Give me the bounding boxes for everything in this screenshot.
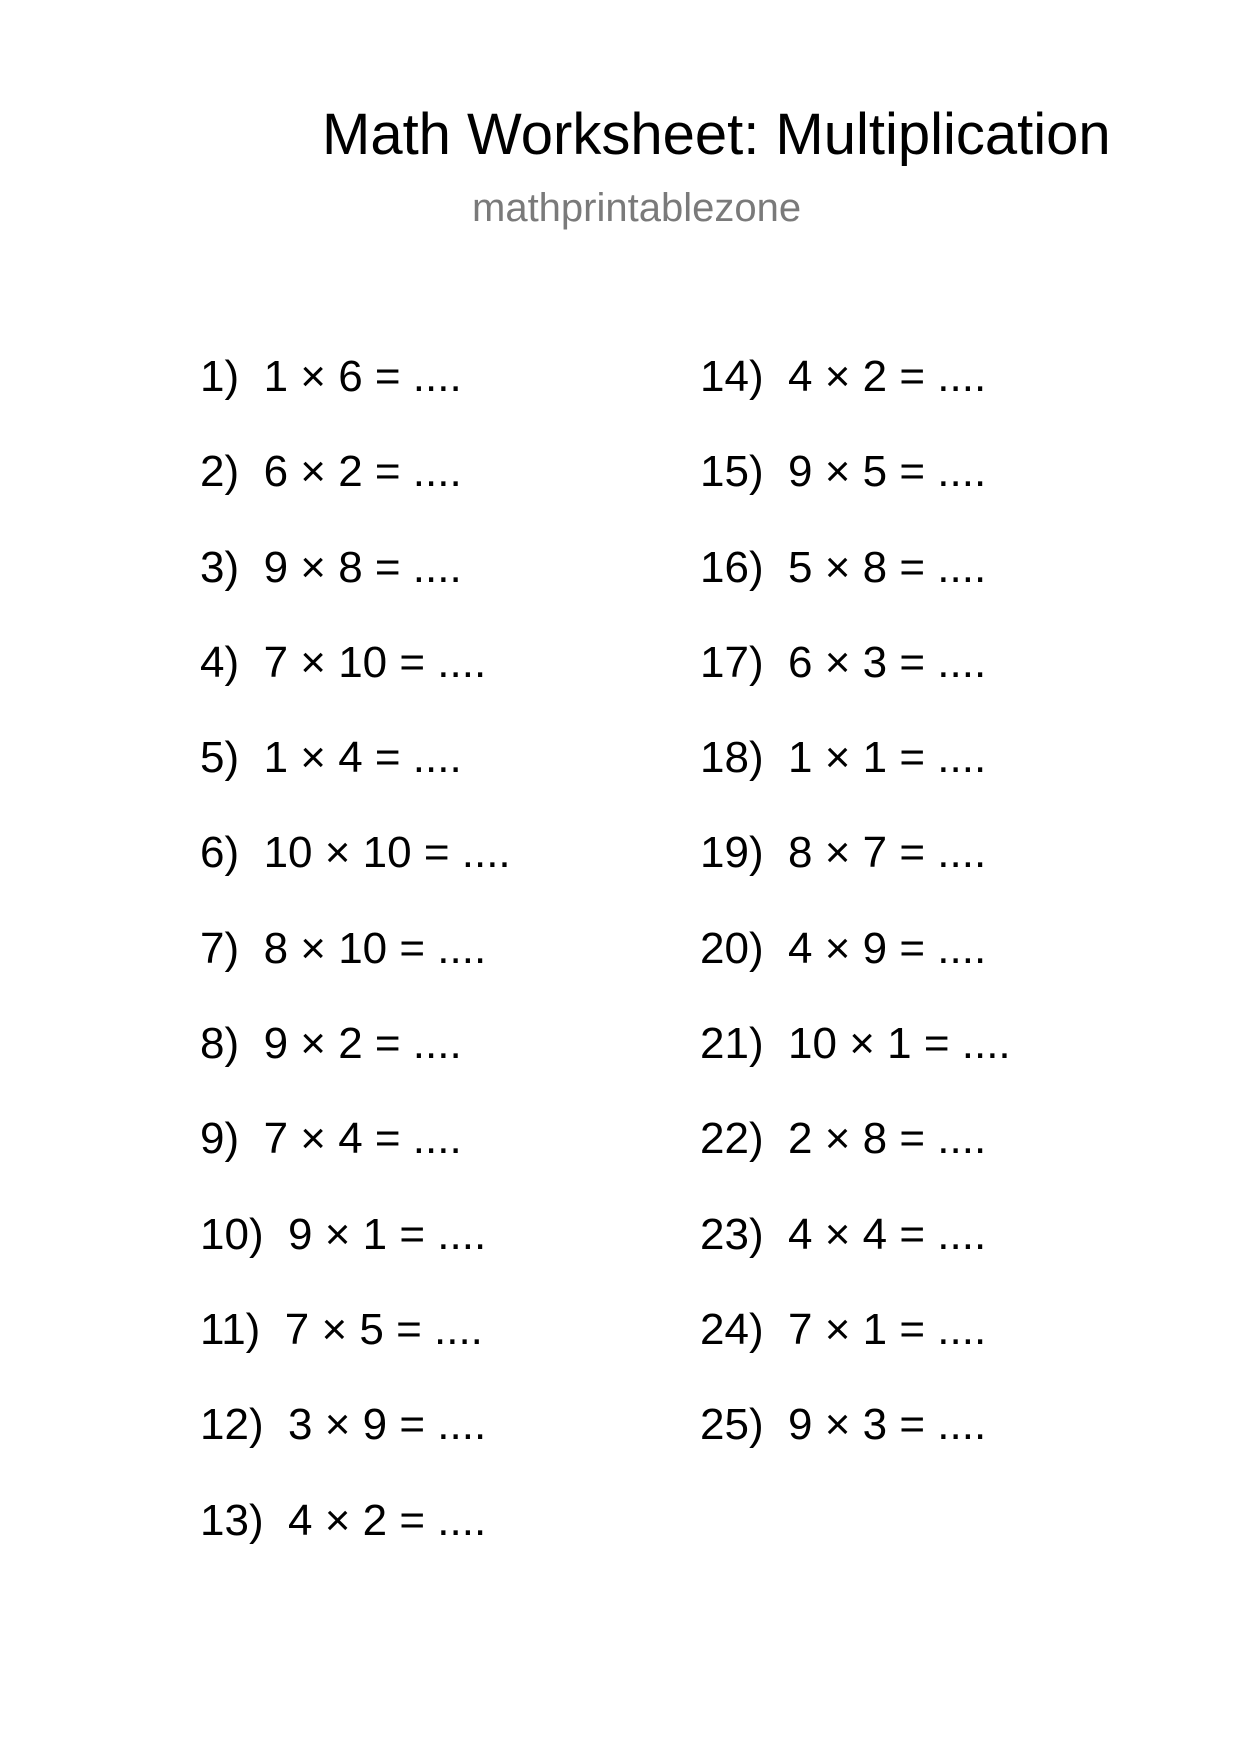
problem-item: 25) 9 × 3 = .... bbox=[700, 1400, 987, 1450]
problem-item: 24) 7 × 1 = .... bbox=[700, 1304, 987, 1354]
problem-item: 19) 8 × 7 = .... bbox=[700, 828, 987, 878]
problem-item: 23) 4 × 4 = .... bbox=[700, 1209, 987, 1259]
problem-item: 17) 6 × 3 = .... bbox=[700, 637, 987, 687]
problem-item: 10) 9 × 1 = .... bbox=[200, 1209, 487, 1259]
problem-column-right bbox=[700, 351, 1011, 1495]
source-label: mathprintablezone bbox=[472, 186, 802, 230]
problem-item: 3) 9 × 8 = .... bbox=[200, 542, 462, 592]
problem-item: 15) 9 × 5 = .... bbox=[700, 447, 987, 497]
problem-item: 5) 1 × 4 = .... bbox=[200, 733, 462, 783]
problem-item: 18) 1 × 1 = .... bbox=[700, 733, 987, 783]
problem-item: 9) 7 × 4 = .... bbox=[200, 1114, 462, 1164]
problem-item: 1) 1 × 6 = .... bbox=[200, 352, 462, 401]
problem-item: 16) 5 × 8 = .... bbox=[700, 542, 987, 592]
problem-item: 6) 10 × 10 = .... bbox=[200, 828, 511, 878]
worksheet-title: Math Worksheet: Multiplication bbox=[322, 102, 1111, 167]
problem-item: 7) 8 × 10 = .... bbox=[200, 923, 487, 973]
problem-item: 22) 2 × 8 = .... bbox=[700, 1114, 987, 1164]
problem-item: 8) 9 × 2 = .... bbox=[200, 1019, 462, 1069]
problem-column-left bbox=[200, 351, 511, 1590]
problem-item: 21) 10 × 1 = .... bbox=[700, 1019, 1011, 1069]
problem-item: 14) 4 × 2 = .... bbox=[700, 352, 987, 401]
problem-item: 12) 3 × 9 = .... bbox=[200, 1400, 487, 1450]
problem-item: 2) 6 × 2 = .... bbox=[200, 447, 462, 497]
problem-item: 4) 7 × 10 = .... bbox=[200, 637, 487, 687]
problem-item: 20) 4 × 9 = .... bbox=[700, 923, 987, 973]
problem-item: 13) 4 × 2 = .... bbox=[200, 1495, 487, 1545]
problem-item: 11) 7 × 5 = .... bbox=[200, 1304, 483, 1354]
